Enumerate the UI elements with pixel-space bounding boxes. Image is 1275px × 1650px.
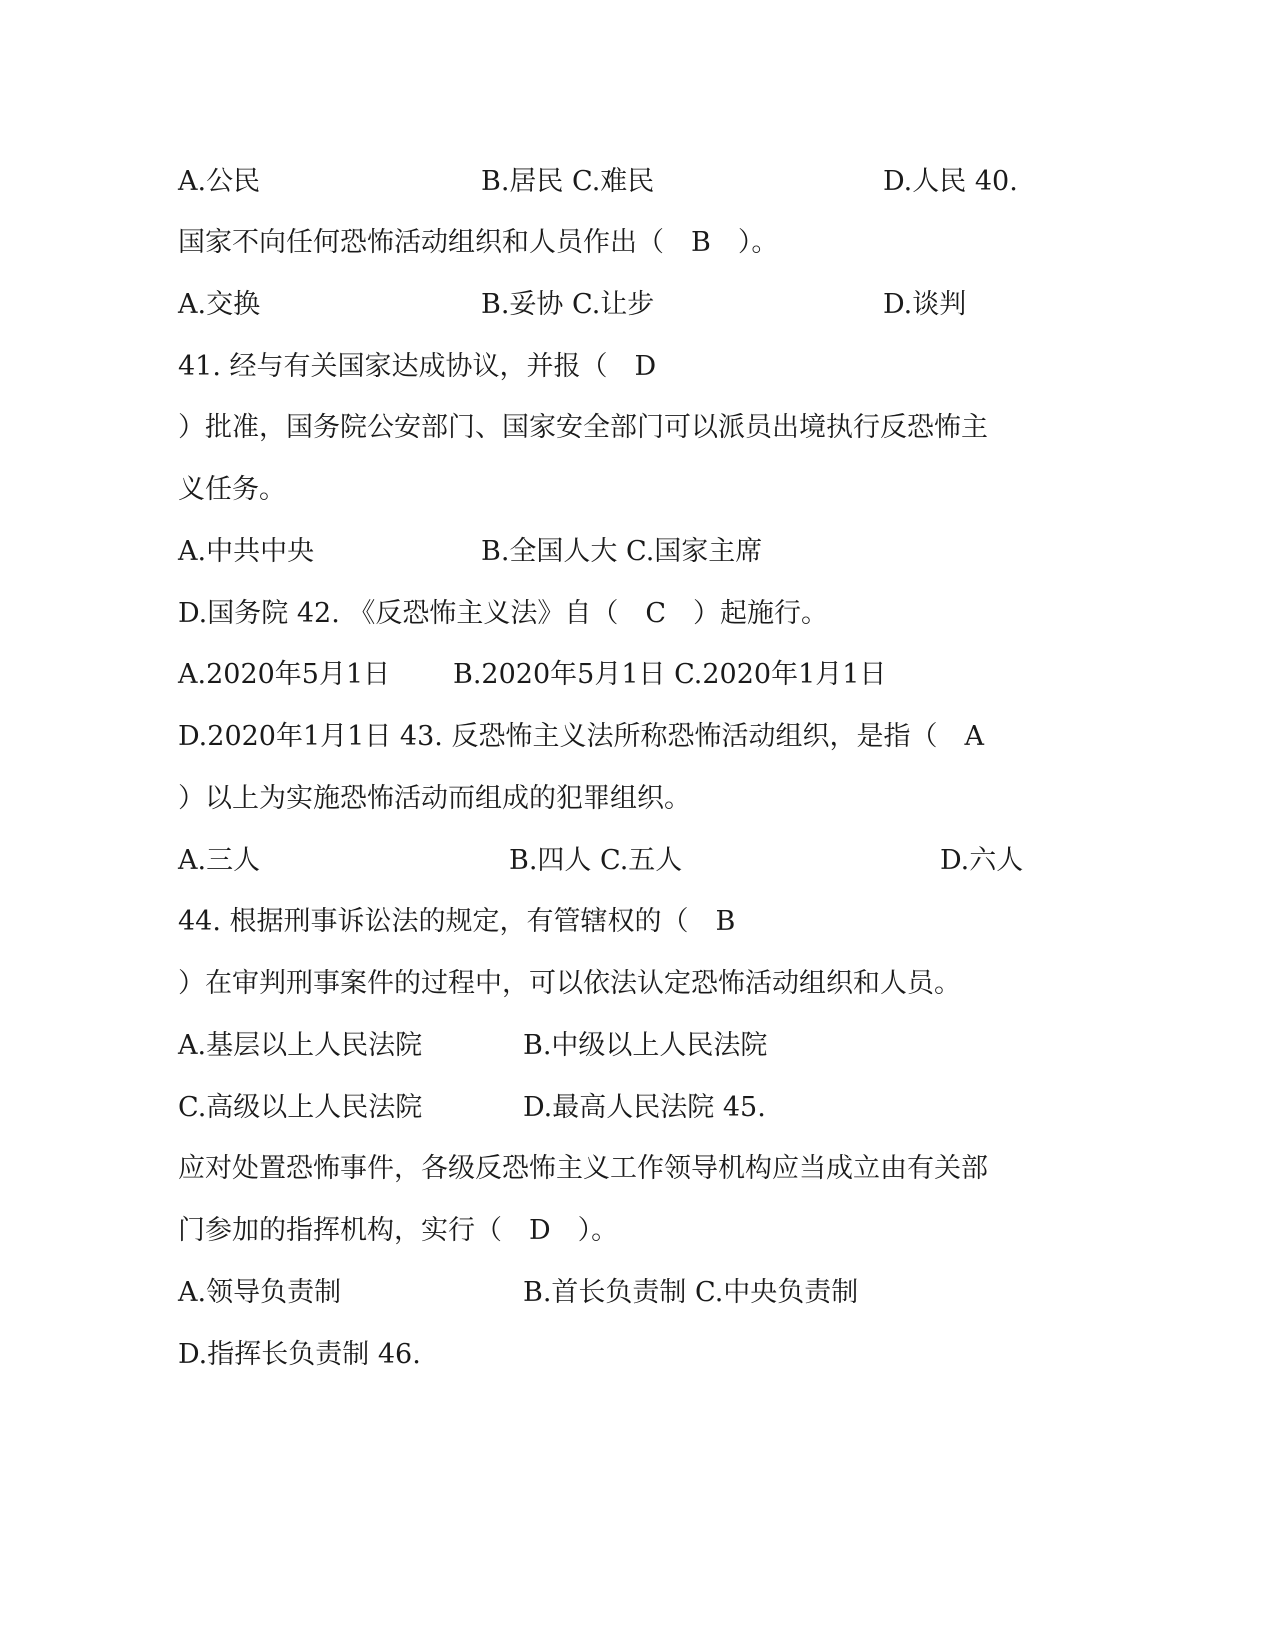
option-b: B.中级以上人民法院: [523, 1030, 768, 1061]
option-line: [0, 1335, 1275, 1375]
option-line: [0, 162, 1275, 202]
question-line: [0, 347, 1275, 387]
option-c: C.高级以上人民法院: [178, 1092, 423, 1123]
question-line: [0, 408, 1275, 448]
option-b-c: B.四人 C.五人: [509, 845, 683, 876]
option-a: A.领导负责制: [178, 1277, 342, 1308]
option-line: [0, 841, 1275, 881]
question-line: [0, 779, 1275, 819]
option-b-c: B.全国人大 C.国家主席: [481, 536, 763, 567]
question-text: 41. 经与有关国家达成协议，并报（ D: [178, 351, 657, 382]
question-line: [0, 223, 1275, 263]
option-line: [0, 1026, 1275, 1066]
option-b-c: B.妥协 C.让步: [481, 289, 655, 320]
option-line: [0, 655, 1275, 695]
question-text: D.2020年1月1日 43. 反恐怖主义法所称恐怖活动组织，是指（ A: [178, 721, 984, 752]
option-d: D.人民 40.: [883, 166, 1018, 197]
question-text: ）以上为实施恐怖活动而组成的犯罪组织。: [178, 783, 691, 814]
option-a: A.基层以上人民法院: [178, 1030, 423, 1061]
option-a: A.中共中央: [178, 536, 315, 567]
question-line: [0, 1149, 1275, 1189]
option-a: A.2020年5月1日: [178, 659, 391, 690]
option-line: [0, 1273, 1275, 1313]
question-text: 义任务。: [178, 474, 286, 505]
option-a: A.交换: [178, 289, 261, 320]
question-text: 门参加的指挥机构，实行（ D ）。: [178, 1215, 619, 1246]
question-line: [0, 1211, 1275, 1251]
question-line: [0, 470, 1275, 510]
option-line: [0, 532, 1275, 572]
option-b-c: B.居民 C.难民: [481, 166, 655, 197]
question-line: [0, 964, 1275, 1004]
question-line: [0, 594, 1275, 634]
question-text: 应对处置恐怖事件，各级反恐怖主义工作领导机构应当成立由有关部: [178, 1153, 988, 1184]
option-b-c: B.首长负责制 C.中央负责制: [523, 1277, 859, 1308]
option-d: D.最高人民法院 45.: [523, 1092, 766, 1123]
option-line: [0, 1088, 1275, 1128]
option-line: [0, 285, 1275, 325]
option-a: A.公民: [178, 166, 261, 197]
question-line: [0, 717, 1275, 757]
question-text: ）在审判刑事案件的过程中，可以依法认定恐怖活动组织和人员。: [178, 968, 961, 999]
option-d: D.谈判: [883, 289, 967, 320]
option-d: D.指挥长负责制 46.: [178, 1339, 421, 1370]
question-text: D.国务院 42. 《反恐怖主义法》自（ C ）起施行。: [178, 598, 829, 629]
question-line: [0, 902, 1275, 942]
question-text: ）批准，国务院公安部门、国家安全部门可以派员出境执行反恐怖主: [178, 412, 988, 443]
question-text: 国家不向任何恐怖活动组织和人员作出（ B ）。: [178, 227, 779, 258]
option-a: A.三人: [178, 845, 261, 876]
option-d: D.六人: [940, 845, 1024, 876]
option-b-c: B.2020年5月1日 C.2020年1月1日: [453, 659, 887, 690]
question-text: 44. 根据刑事诉讼法的规定，有管辖权的（ B: [178, 906, 736, 937]
